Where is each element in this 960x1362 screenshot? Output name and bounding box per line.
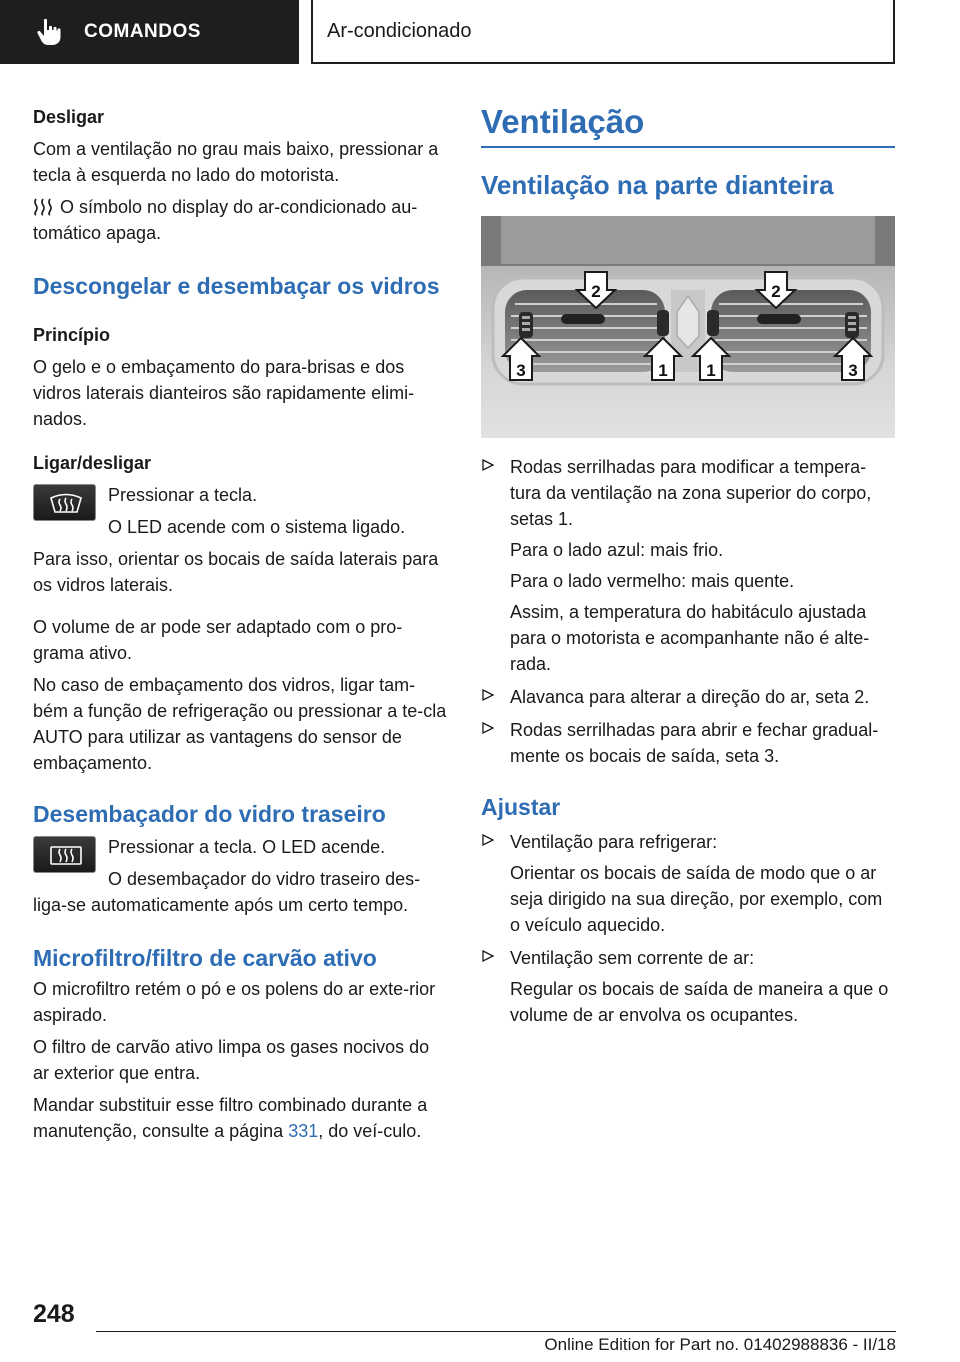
vents-illustration <box>481 216 895 438</box>
micro-p3-text-b: , do veí-culo. <box>318 1121 422 1141</box>
desligar-text: Com a ventilação no grau mais baixo, pressionar a tecla à esquerda no lado do motorista. <box>33 139 439 185</box>
footer-rule <box>96 1331 896 1332</box>
hand-pointer-icon <box>36 18 62 46</box>
principio-text: O gelo e o embaçamento do para-brisas e dos vidros laterais dianteiros são rapidamente elimi-nados. <box>33 357 415 429</box>
vents-photo <box>481 216 895 438</box>
page-header <box>0 0 960 66</box>
ligar-btn-text2: O LED acende com o sistema ligado. <box>108 517 406 537</box>
list-item <box>481 684 895 710</box>
heading-microfiltro: Microfiltro/filtro de carvão ativo <box>33 945 377 971</box>
bullet-subtext: Para o lado vermelho: mais quente. <box>510 571 795 591</box>
triangle-bullet-icon <box>482 688 494 702</box>
right-column <box>481 100 895 1028</box>
symbol-text: O símbolo no display do ar-condicionado au-tomático apaga. <box>33 197 418 243</box>
list-item <box>481 945 895 1028</box>
ligar-p1: Para isso, orientar os bocais de saída laterais para os vidros laterais. <box>33 549 439 595</box>
adjust-list <box>481 829 895 1028</box>
arrow-label-2-right: 2 <box>771 282 781 301</box>
list-item <box>481 717 895 769</box>
left-column <box>33 104 448 1144</box>
bullet-text: Rodas serrilhadas para modificar a tempera-tura da ventilação na zona superior do corpo, setas 1. <box>510 457 872 529</box>
edition-text: Online Edition for Part no. 01402988836 - II/18 <box>544 1335 896 1354</box>
bullet-subtext: Regular os bocais de saída de maneira a que o volume de ar envolva os ocupantes. <box>510 979 889 1025</box>
heading-ajustar: Ajustar <box>481 794 561 820</box>
triangle-bullet-icon <box>482 949 494 963</box>
fan-symbol-icon <box>33 198 53 216</box>
bullet-text: Alavanca para alterar a direção do ar, seta 2. <box>510 687 870 707</box>
windshield-defrost-button-icon <box>33 484 96 521</box>
heading-descongelar: Descongelar e desembaçar os vidros <box>33 273 440 299</box>
triangle-bullet-icon <box>482 833 494 847</box>
list-item <box>481 454 895 677</box>
page-number: 248 <box>33 1300 75 1328</box>
triangle-bullet-icon <box>482 721 494 735</box>
ligar-title: Ligar/desligar <box>33 453 152 473</box>
rear-defrost-button-icon <box>33 836 96 873</box>
bullet-subtext: Para o lado azul: mais frio. <box>510 540 724 560</box>
vent-controls-list <box>481 454 895 769</box>
bullet-text: Ventilação sem corrente de ar: <box>510 948 755 968</box>
bullet-subtext: Assim, a temperatura do habitáculo ajustada para o motorista e acompanhante não é alte-rada. <box>510 602 870 674</box>
arrow-label-1-right: 1 <box>706 361 716 380</box>
micro-p3 <box>33 1092 448 1144</box>
bullet-text: Ventilação para refrigerar: <box>510 832 718 852</box>
heading-dianteira: Ventilação na parte dianteira <box>481 170 834 200</box>
heading-rule <box>481 146 895 148</box>
arrow-label-3-right: 3 <box>848 361 858 380</box>
micro-p3-text-a: Mandar substituir esse filtro combinado durante a manutenção, consulte a página <box>33 1095 428 1141</box>
defrost-icon <box>48 492 84 514</box>
rear-btn-text2: O desembaçador do vidro traseiro des-liga-se automaticamente após um certo tempo. <box>33 869 421 915</box>
arrow-label-3-left: 3 <box>516 361 526 380</box>
rear-btn-text1: Pressionar a tecla. O LED acende. <box>108 837 386 857</box>
rear-defrost-icon <box>48 844 84 866</box>
micro-p2: O filtro de carvão ativo limpa os gases nocivos do ar exterior que entra. <box>33 1037 430 1083</box>
micro-p1: O microfiltro retém o pó e os polens do ar exte-rior aspirado. <box>33 979 436 1025</box>
section-label: COMANDOS <box>84 21 201 42</box>
desligar-title: Desligar <box>33 107 105 127</box>
ligar-btn-text1: Pressionar a tecla. <box>108 485 258 505</box>
heading-desembacador: Desembaçador do vidro traseiro <box>33 801 386 827</box>
section-tab <box>0 0 299 64</box>
triangle-bullet-icon <box>482 458 494 472</box>
arrow-label-1-left: 1 <box>658 361 668 380</box>
ligar-p2: O volume de ar pode ser adaptado com o pro-grama ativo. <box>33 617 403 663</box>
chapter-box <box>311 0 895 64</box>
symbol-paragraph <box>33 194 448 246</box>
bullet-subtext: Orientar os bocais de saída de modo que o ar seja dirigido na sua direção, por exemplo, com o veículo aquecido. <box>510 863 883 935</box>
principio-title: Princípio <box>33 325 111 345</box>
heading-ventilacao: Ventilação <box>481 103 645 140</box>
list-item <box>481 829 895 938</box>
windshield-defrost-row <box>33 482 448 540</box>
chapter-label: Ar-condicionado <box>327 19 472 42</box>
bullet-text: Rodas serrilhadas para abrir e fechar gradual-mente os bocais de saída, seta 3. <box>510 720 879 766</box>
page-reference-link[interactable]: 331 <box>288 1121 319 1141</box>
rear-defrost-row <box>33 834 448 918</box>
ligar-p3: No caso de embaçamento dos vidros, ligar tam-bém a função de refrigeração ou pressionar a te-cla AUTO para utilizar as vantagens do sensor de embaçamento. <box>33 675 447 773</box>
arrow-label-2-left: 2 <box>591 282 601 301</box>
